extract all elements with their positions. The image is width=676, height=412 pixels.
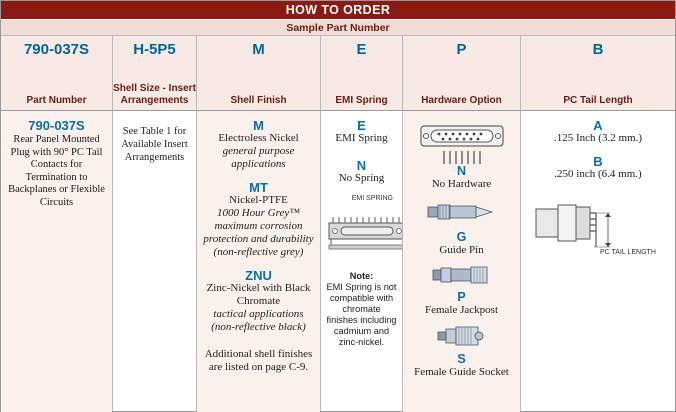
emi-spring-code-e: E xyxy=(357,118,366,133)
shell-finish-footnote: Additional shell finishes are listed on page C-9. xyxy=(204,348,313,373)
pc-tail-name-b: .250 inch (6.4 mm.) xyxy=(554,168,642,180)
female-jackpost-image xyxy=(408,261,515,289)
cell-shell-finish xyxy=(197,111,321,412)
pc-tail-length-diagram-icon xyxy=(530,193,640,269)
female-guide-socket-image xyxy=(408,321,515,351)
pc-tail-code-a: A xyxy=(593,118,603,133)
shell-finish-code-mt: MT xyxy=(249,180,268,195)
pc-tail-code-b: B xyxy=(593,154,603,169)
part-number-value: 790-037S xyxy=(28,118,85,133)
shell-size-text: See Table 1 for Available Insert Arrangements xyxy=(121,126,188,163)
page-title: HOW TO ORDER xyxy=(1,1,675,20)
hardware-name-p: Female Jackpost xyxy=(424,304,498,316)
shell-finish-note-m: general purpose applications xyxy=(222,145,295,170)
hardware-code-g: G xyxy=(456,230,467,244)
header-hardware-option: Hardware Option xyxy=(403,63,521,111)
emi-spring-connector-icon xyxy=(327,209,403,255)
guide-pin-icon xyxy=(424,195,500,229)
sample-code-pc-tail-length: B xyxy=(521,36,675,63)
header-pc-tail-length: PC Tail Length xyxy=(521,63,675,111)
column-bodies xyxy=(1,111,676,412)
shell-finish-name-znu: Zinc-Nickel with Black Chromate xyxy=(206,282,311,307)
emi-spring-image-label: EMI SPRING xyxy=(351,195,393,202)
sample-code-hardware-option: P xyxy=(403,36,521,63)
hardware-code-p: P xyxy=(457,290,466,304)
shell-finish-note-znu: tactical applications (non-reflective black) xyxy=(211,308,306,333)
hardware-name-n: No Hardware xyxy=(431,178,492,190)
hardware-name-g: Guide Pin xyxy=(439,244,484,256)
pc-tail-length-label: PC TAIL LENGTH xyxy=(600,249,656,256)
shell-finish-note-mt: 1000 Hour Grey™ maximum corrosion protection and durability (non-reflective grey) xyxy=(203,207,314,258)
cell-shell-size xyxy=(113,111,197,412)
hardware-code-n: N xyxy=(456,164,467,178)
emi-spring-code-n: N xyxy=(356,158,367,173)
female-guide-socket-icon xyxy=(430,321,494,351)
female-jackpost-icon xyxy=(427,261,497,289)
cell-part-number xyxy=(1,111,113,412)
hardware-name-s: Female Guide Socket xyxy=(414,366,509,378)
emi-spring-note-body: EMI Spring is not compatible with chromate finishes including cadmium and zinc-nickel. xyxy=(326,282,397,347)
sample-code-part-number: 790-037S xyxy=(1,36,113,63)
sample-part-number-label: Sample Part Number xyxy=(1,20,675,36)
part-number-description: Rear Panel Mounted Plug with 90° PC Tail Contacts for Termination to Backplanes or Flexible Circuits xyxy=(8,134,105,208)
shell-finish-code-znu: ZNU xyxy=(245,268,272,283)
no-hardware-image xyxy=(408,123,515,149)
pc-tail-name-a: .125 Inch (3.2 mm.) xyxy=(554,132,642,144)
guide-pin-image xyxy=(408,195,515,229)
emi-spring-note xyxy=(326,271,397,348)
cell-pc-tail-length xyxy=(521,111,675,412)
cell-hardware-option xyxy=(403,111,521,412)
header-emi-spring: EMI Spring xyxy=(321,63,403,111)
column-headers xyxy=(1,63,676,111)
connector-shell-icon xyxy=(419,123,505,149)
header-shell-finish: Shell Finish xyxy=(197,63,321,111)
pc-tails-icon xyxy=(438,151,486,165)
header-part-number: Part Number xyxy=(1,63,113,111)
hardware-code-s: S xyxy=(457,352,466,366)
cell-emi-spring xyxy=(321,111,403,412)
sample-code-row xyxy=(1,36,676,63)
emi-spring-name-e: EMI Spring xyxy=(335,132,388,144)
sample-code-shell-size: H-5P5 xyxy=(113,36,197,63)
header-shell-size: Shell Size - Insert Arrangements xyxy=(113,63,197,111)
shell-finish-code-m: M xyxy=(253,118,264,133)
emi-spring-name-n: No Spring xyxy=(338,172,385,184)
emi-spring-note-title: Note: xyxy=(349,271,374,281)
shell-finish-name-mt: Nickel-PTFE xyxy=(229,194,288,206)
sample-code-emi-spring: E xyxy=(321,36,403,63)
sample-code-shell-finish: M xyxy=(197,36,321,63)
shell-finish-name-m: Electroless Nickel xyxy=(218,132,299,144)
